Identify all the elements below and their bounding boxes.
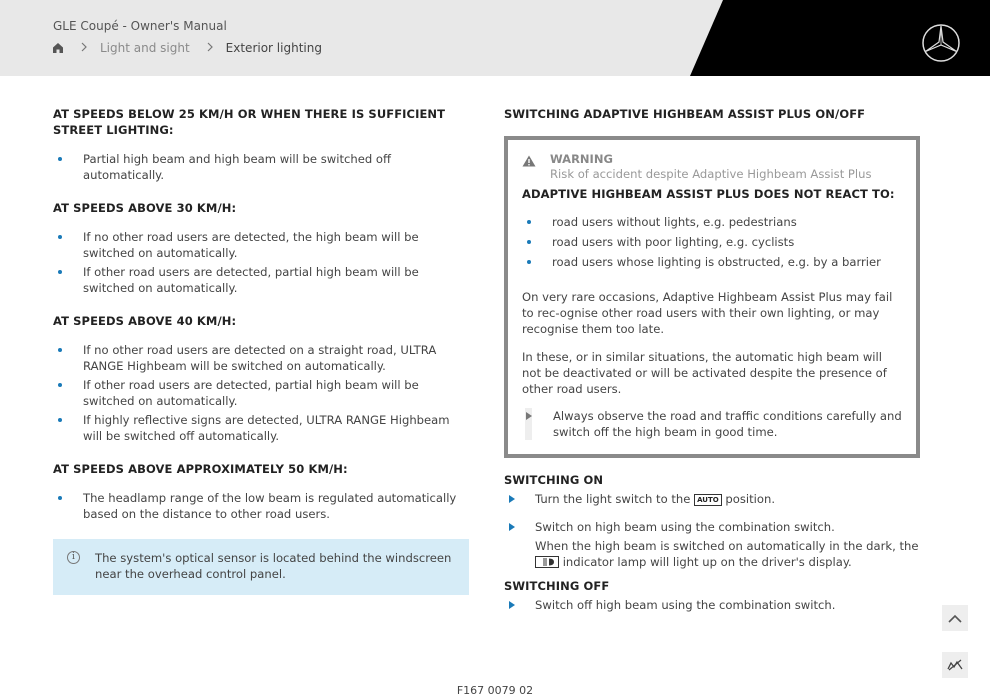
section-heading: AT SPEEDS ABOVE APPROXIMATELY 50 KM/H: — [53, 462, 348, 476]
section-above-30 — [53, 200, 469, 296]
section-below-25 — [53, 106, 469, 183]
info-note-text: The system's optical sensor is located behind the windscreen near the overhead control panel. — [95, 551, 452, 581]
step-note: When the high beam is switched on automatically in the dark, the indicator lamp will light up on the driver's display. — [535, 539, 919, 569]
section-heading: AT SPEEDS ABOVE 30 KM/H: — [53, 201, 237, 215]
list-item: road users with poor lighting, e.g. cyclists — [522, 234, 902, 250]
toggle-view-button[interactable] — [942, 652, 968, 678]
right-column — [504, 106, 920, 613]
section-heading: AT SPEEDS ABOVE 40 KM/H: — [53, 314, 237, 328]
warning-heading: ADAPTIVE HIGHBEAM ASSIST PLUS DOES NOT REACT TO: — [522, 187, 895, 201]
list-item: road users without lights, e.g. pedestrians — [522, 214, 902, 230]
warning-instruction-text: Always observe the road and traffic conditions carefully and switch off the high beam in good time. — [553, 409, 902, 439]
home-icon[interactable] — [52, 42, 64, 54]
warning-instruction — [522, 408, 902, 440]
warning-subtitle: Risk of accident despite Adaptive Highbeam Assist Plus — [550, 167, 872, 181]
left-column — [53, 106, 469, 595]
arrow-right-icon — [526, 412, 532, 420]
warning-header — [522, 152, 902, 182]
list-item: If other road users are detected, partial high beam will be switched on automatically. — [53, 264, 469, 296]
list-item: road users whose lighting is obstructed, e.g. by a barrier — [522, 254, 902, 270]
step-high-beam-on: Switch on high beam using the combination switch. — [504, 519, 920, 535]
breadcrumb-light-and-sight[interactable]: Light and sight — [100, 41, 190, 55]
chevron-right-icon — [81, 41, 87, 55]
switching-on-heading: SWITCHING ON — [504, 473, 604, 487]
manual-title: GLE Coupé - Owner's Manual — [53, 19, 227, 33]
list-item: Partial high beam and high beam will be switched off automatically. — [53, 151, 469, 183]
step-light-switch: Turn the light switch to the AUTO position. — [504, 491, 920, 507]
list-item: If highly reflective signs are detected, ULTRA RANGE Highbeam will be switched off automatically. — [53, 412, 469, 444]
list-item: If no other road users are detected, the high beam will be switched on automatically. — [53, 229, 469, 261]
section-above-40 — [53, 313, 469, 444]
graphic-toggle-icon — [947, 659, 963, 671]
image-code: F167 0079 02 — [456, 684, 534, 697]
info-note — [53, 539, 469, 595]
header-bar — [0, 0, 990, 76]
list-item: The headlamp range of the low beam is regulated automatically based on the distance to other road users. — [53, 490, 469, 522]
warning-paragraph: On very rare occasions, Adaptive Highbeam Assist Plus may fail to rec-ognise other road users with their own lighting, or may recognise them too late. — [522, 290, 893, 336]
warning-triangle-icon — [522, 155, 536, 167]
chevron-right-icon — [207, 41, 213, 55]
scroll-to-top-button[interactable] — [942, 605, 968, 631]
warning-paragraph: In these, or in similar situations, the automatic high beam will not be deactivated or will be activated despite the presence of other road users. — [522, 350, 887, 396]
switching-off-heading: SWITCHING OFF — [504, 579, 610, 593]
arrow-right-icon — [509, 601, 515, 609]
list-item: If no other road users are detected on a straight road, ULTRA RANGE Highbeam will be switched on automatically. — [53, 342, 469, 374]
mercedes-star-icon[interactable] — [921, 23, 961, 63]
section-above-50 — [53, 461, 469, 522]
arrow-right-icon — [509, 523, 515, 531]
breadcrumb — [52, 41, 322, 55]
high-beam-indicator-icon — [535, 556, 559, 568]
section-heading: AT SPEEDS BELOW 25 KM/H OR WHEN THERE IS SUFFICIENT STREET LIGHTING: — [53, 107, 446, 137]
chevron-up-icon — [948, 614, 962, 623]
arrow-right-icon — [509, 495, 515, 503]
section-heading: SWITCHING ADAPTIVE HIGHBEAM ASSIST PLUS ON/OFF — [504, 107, 866, 121]
warning-box — [504, 136, 920, 458]
step-high-beam-off: Switch off high beam using the combination switch. — [504, 597, 920, 613]
breadcrumb-exterior-lighting: Exterior lighting — [225, 41, 322, 55]
warning-label: WARNING — [550, 152, 613, 166]
auto-badge-icon: AUTO — [694, 494, 722, 506]
list-item: If other road users are detected, partial high beam will be switched on automatically. — [53, 377, 469, 409]
info-icon: i — [67, 551, 80, 564]
